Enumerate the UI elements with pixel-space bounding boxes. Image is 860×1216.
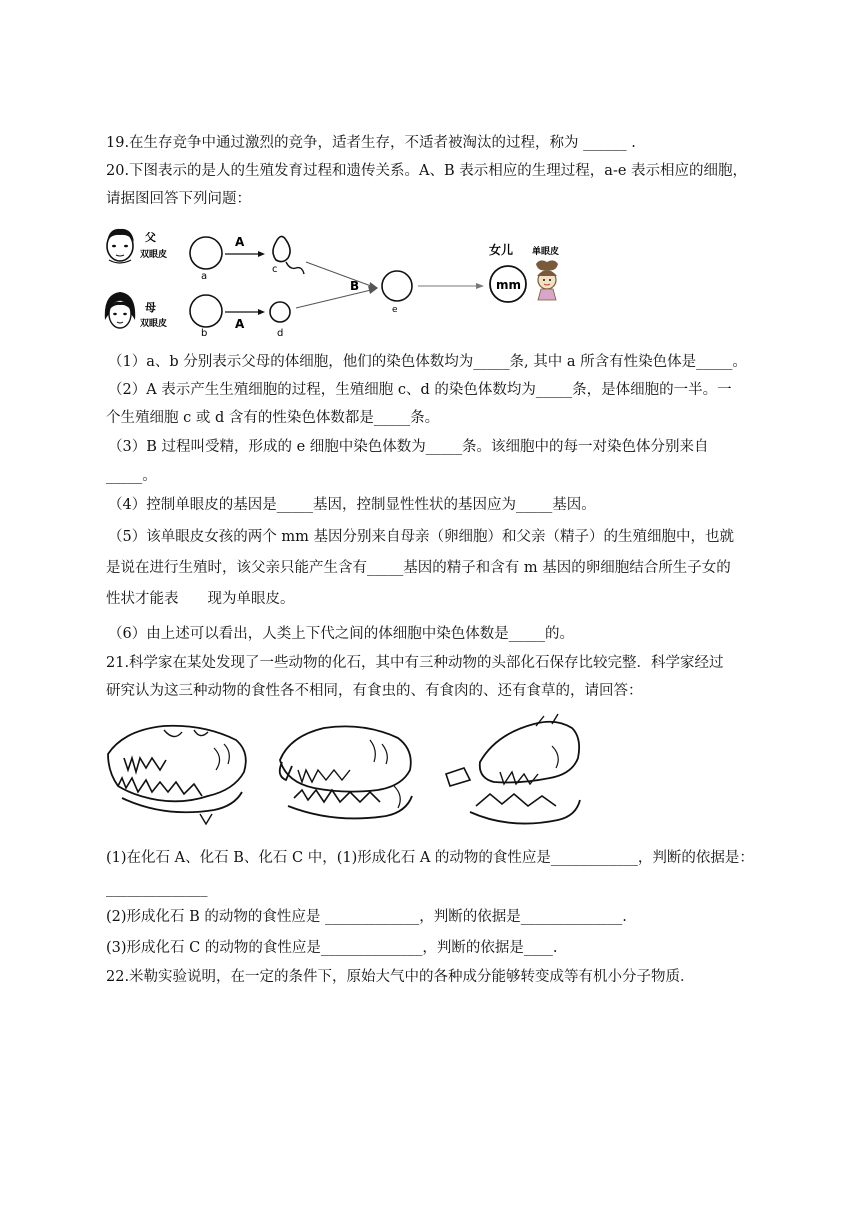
question-20-part2-line1: （2）A 表示产生生殖细胞的过程，生殖细胞 c、d 的染色体数均为_____条，是体细胞的一半。一 [108,382,732,398]
cell-b-label: b [201,328,208,339]
daughter-face-icon [536,260,558,300]
cell-c-label: c [272,264,278,275]
question-21-part1-line1: (1)在化石 A、化石 B、化石 C 中，(1)形成化石 A 的动物的食性应是____________，判断的依据是： [106,850,754,866]
cell-d-circle [270,302,290,322]
mother-face-icon [105,292,135,328]
question-20-intro-line2: 请据图回答下列问题： [106,191,251,207]
question-20-part4: （4）控制单眼皮的基因是_____基因，控制显性性状的基因应为_____基因。 [108,497,596,513]
sperm-icon [273,236,304,274]
question-21-part1-line2: ______________ [106,881,208,897]
father-label: 父 [145,231,156,244]
father-face-icon [107,229,134,263]
question-20-intro-line1: 20.下图表示的是人的生殖发育过程和遗传关系。A、B 表示相应的生理过程，a-e 表示相应的细胞， [106,163,748,179]
question-21-intro-line2: 研究认为这三种动物的食性各不相同，有食虫的、有食肉的、还有食草的，请回答： [106,683,643,699]
daughter-genotype: mm [496,278,522,292]
daughter-trait: 单眼皮 [532,247,560,257]
question-21-part2: (2)形成化石 B 的动物的食性应是 _____________，判断的依据是______________. [106,909,627,925]
question-20-part3-line2: _____。 [106,468,157,484]
fossil-skull-c [440,712,590,832]
reproduction-diagram [100,224,600,340]
cell-a-circle [190,237,222,269]
cell-e-circle [382,271,412,301]
question-20-part6: （6）由上述可以看出，人类上下代之间的体细胞中染色体数是_____的。 [108,626,574,642]
father-trait: 双眼皮 [140,250,168,260]
question-20-part5-line1: （5）该单眼皮女孩的两个 mm 基因分别来自母亲（卵细胞）和父亲（精子）的生殖细胞中，也就 [108,529,734,545]
question-20-part3-line1: （3）B 过程叫受精，形成的 e 细胞中染色体数为_____条。该细胞中的每一对染色体分别来自 [108,439,709,455]
question-19: 19.在生存竞争中通过激烈的竞争，适者生存，不适者被淘汰的过程，称为 ______ . [106,135,636,151]
daughter-label: 女儿 [489,243,514,257]
mother-label: 母 [145,301,156,314]
mother-trait: 双眼皮 [140,319,168,329]
cell-b-circle [190,295,222,327]
process-b-label: B [350,279,360,293]
fossil-skull-a [104,718,254,828]
question-21-part3: (3)形成化石 C 的动物的食性应是______________，判断的依据是____. [106,940,558,956]
question-20-part5-line2: 是说在进行生殖时，该父亲只能产生含有_____基因的精子和含有 m 基因的卵细胞结合所生子女的 [106,560,731,576]
process-a-label-bottom: A [235,317,245,331]
question-20-part2-line2: 个生殖细胞 c 或 d 含有的性染色体数都是_____条。 [106,410,440,426]
cell-d-label: d [277,328,284,339]
question-21-intro-line1: 21.科学家在某处发现了一些动物的化石，其中有三种动物的头部化石保存比较完整．科学家经过 [106,655,724,671]
question-20-part5-line3: 性状才能表 现为单眼皮。 [106,591,295,607]
process-a-label-top: A [235,235,245,249]
question-22: 22.米勒实验说明，在一定的条件下，原始大气中的各种成分能够转变成等有机小分子物质． [106,969,695,985]
question-20-part1: （1）a、b 分别表示父母的体细胞，他们的染色体数均为_____条, 其中 a 所含有性染色体是_____。 [108,354,747,370]
cell-e-label: e [392,305,398,315]
fossil-skull-b [274,716,424,828]
cell-a-label: a [201,271,208,282]
